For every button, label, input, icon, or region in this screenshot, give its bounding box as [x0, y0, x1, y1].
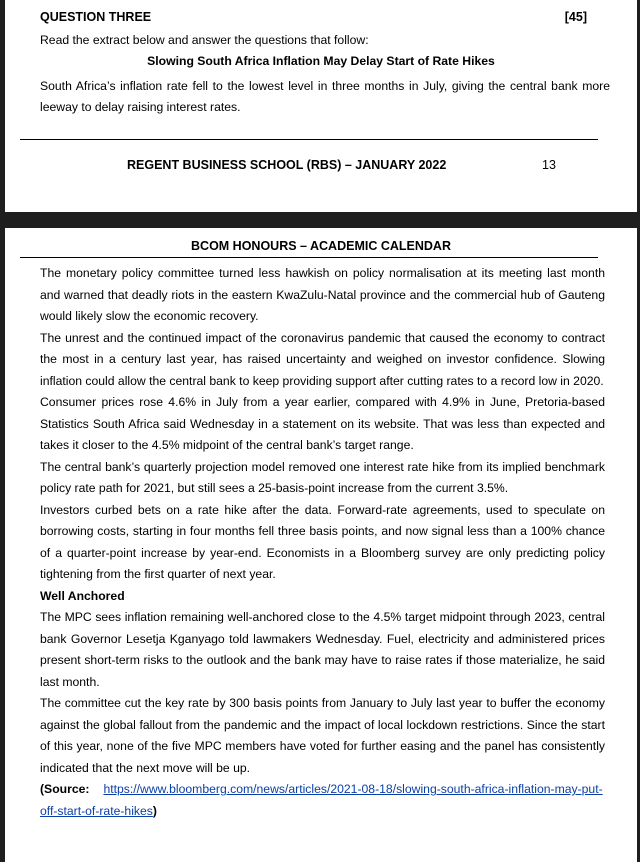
- body-paragraph: The MPC sees inflation remaining well-anchored close to the 4.5% target midpoint through 2023, central bank Governor Lesetja Kganyago told lawmakers Wednesday. Fuel, electricity and administered prices present short-term risks to the outlook and the bank may have to raise rates if those materialize, he said last month.: [40, 610, 605, 689]
- body-paragraph: Investors curbed bets on a rate hike after the data. Forward-rate agreements, used to speculate on borrowing costs, starting in four months fell three basis points, and now signal less than a 100% chance of a quarter-point increase by year-end. Economists in a Bloomberg survey are only predicting policy tightening from the first quarter of next year.: [40, 502, 605, 581]
- footer-divider: [20, 139, 598, 140]
- body-paragraph: The committee cut the key rate by 300 basis points from January to July last year to buffer the economy against the global fallout from the pandemic and the impact of local lockdown restrictions. Since the start of this year, none of the five MPC members have voted for further easing and the panel has consistently indicated that the next move will be up.: [40, 696, 605, 775]
- section-subheading: Well Anchored: [40, 588, 125, 603]
- source-close: ): [152, 803, 157, 818]
- page-number: 13: [542, 158, 556, 172]
- question-heading: QUESTION THREE: [40, 10, 152, 24]
- article-body: [40, 263, 605, 822]
- page-footer: REGENT BUSINESS SCHOOL (RBS) – JANUARY 2022: [127, 158, 447, 172]
- body-paragraph: The central bank’s quarterly projection model removed one interest rate hike from its implied benchmark policy rate path for 2021, but still sees a 25-basis-point increase from the current 3.5%.: [40, 459, 605, 495]
- source-citation: [40, 779, 605, 822]
- page-header: BCOM HONOURS – ACADEMIC CALENDAR: [191, 239, 451, 253]
- source-link[interactable]: https://www.bloomberg.com/news/articles/2021-08-18/slowing-south-africa-inflation-may-put-off-start-of-rate-hikes: [40, 782, 603, 818]
- page-one: [5, 0, 637, 212]
- body-paragraph: Consumer prices rose 4.6% in July from a year earlier, compared with 4.9% in June, Pretoria-based Statistics South Africa said Wednesday in a statement on its website. That was less than expected and takes it closer to the 4.5% midpoint of the central bank’s target range.: [40, 395, 605, 452]
- instruction-text: Read the extract below and answer the questions that follow:: [40, 33, 369, 47]
- body-paragraph: The unrest and the continued impact of the coronavirus pandemic that caused the economy to contract the most in a century last year, has raised uncertainty and weighed on investor confidence. Slowing inflation could allow the central bank to keep providing support after cutting rates to a record low in 2020.: [40, 330, 605, 388]
- article-lead: South Africa’s inflation rate fell to the lowest level in three months in July, giving the central bank more leeway to delay raising interest rates.: [40, 79, 610, 114]
- page-two: [5, 228, 637, 862]
- source-label: (Source:: [40, 782, 90, 796]
- article-headline: Slowing South Africa Inflation May Delay Start of Rate Hikes: [147, 54, 495, 68]
- body-paragraph: The monetary policy committee turned less hawkish on policy normalisation at its meeting last month and warned that deadly riots in the eastern KwaZulu-Natal province and the commercial hub of Gauteng would likely slow the economic recovery.: [40, 266, 605, 323]
- question-marks: [45]: [564, 10, 587, 24]
- header-divider: [20, 257, 598, 258]
